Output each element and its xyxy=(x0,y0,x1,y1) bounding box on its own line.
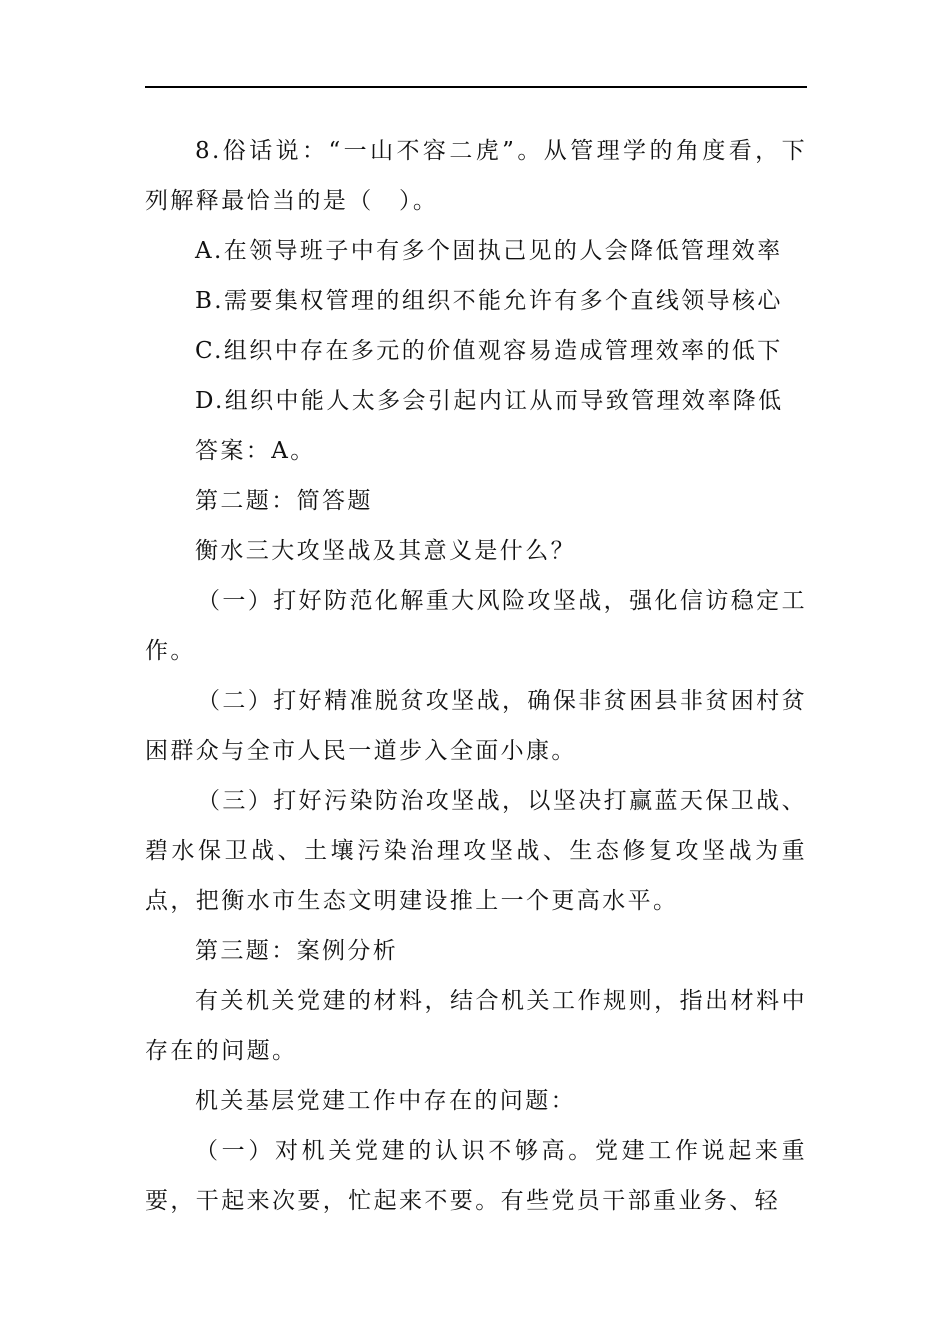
option-c: C.组织中存在多元的价值观容易造成管理效率的低下 xyxy=(195,338,783,364)
section-heading-3: 第三题：案例分析 xyxy=(195,938,399,964)
header-rule xyxy=(145,86,807,88)
answer-point-3: （三）打好污染防治攻坚战，以坚决打赢蓝天保卫战、碧水保卫战、土壤污染治理攻坚战、生态修复攻坚战为重点，把衡水市生态文明建设推上一个更高水平。 xyxy=(145,788,807,914)
option-a: A.在领导班子中有多个固执己见的人会降低管理效率 xyxy=(195,238,783,264)
option-b: B.需要集权管理的组织不能允许有多个直线领导核心 xyxy=(195,288,783,314)
option-d: D.组织中能人太多会引起内讧从而导致管理效率降低 xyxy=(195,388,784,414)
question-text: 衡水三大攻坚战及其意义是什么？ xyxy=(195,538,576,564)
answer-point-1: （一）打好防范化解重大风险攻坚战，强化信访稳定工作。 xyxy=(145,588,807,664)
case-prompt: 有关机关党建的材料，结合机关工作规则，指出材料中存在的问题。 xyxy=(145,988,807,1064)
section-heading-2: 第二题：简答题 xyxy=(195,488,373,514)
answer-line: 答案：A。 xyxy=(195,438,316,464)
problem-1: （一）对机关党建的认识不够高。党建工作说起来重要，干起来次要，忙起来不要。有些党员干部重业务、轻 xyxy=(145,1138,807,1214)
question-8-stem: 8.俗话说：“一山不容二虎”。从管理学的角度看，下列解释最恰当的是（ ）。 xyxy=(145,138,807,214)
answer-point-2: （二）打好精准脱贫攻坚战，确保非贫困县非贫困村贫困群众与全市人民一道步入全面小康。 xyxy=(145,688,807,764)
document-body xyxy=(145,126,807,1226)
problems-heading: 机关基层党建工作中存在的问题： xyxy=(195,1088,576,1114)
